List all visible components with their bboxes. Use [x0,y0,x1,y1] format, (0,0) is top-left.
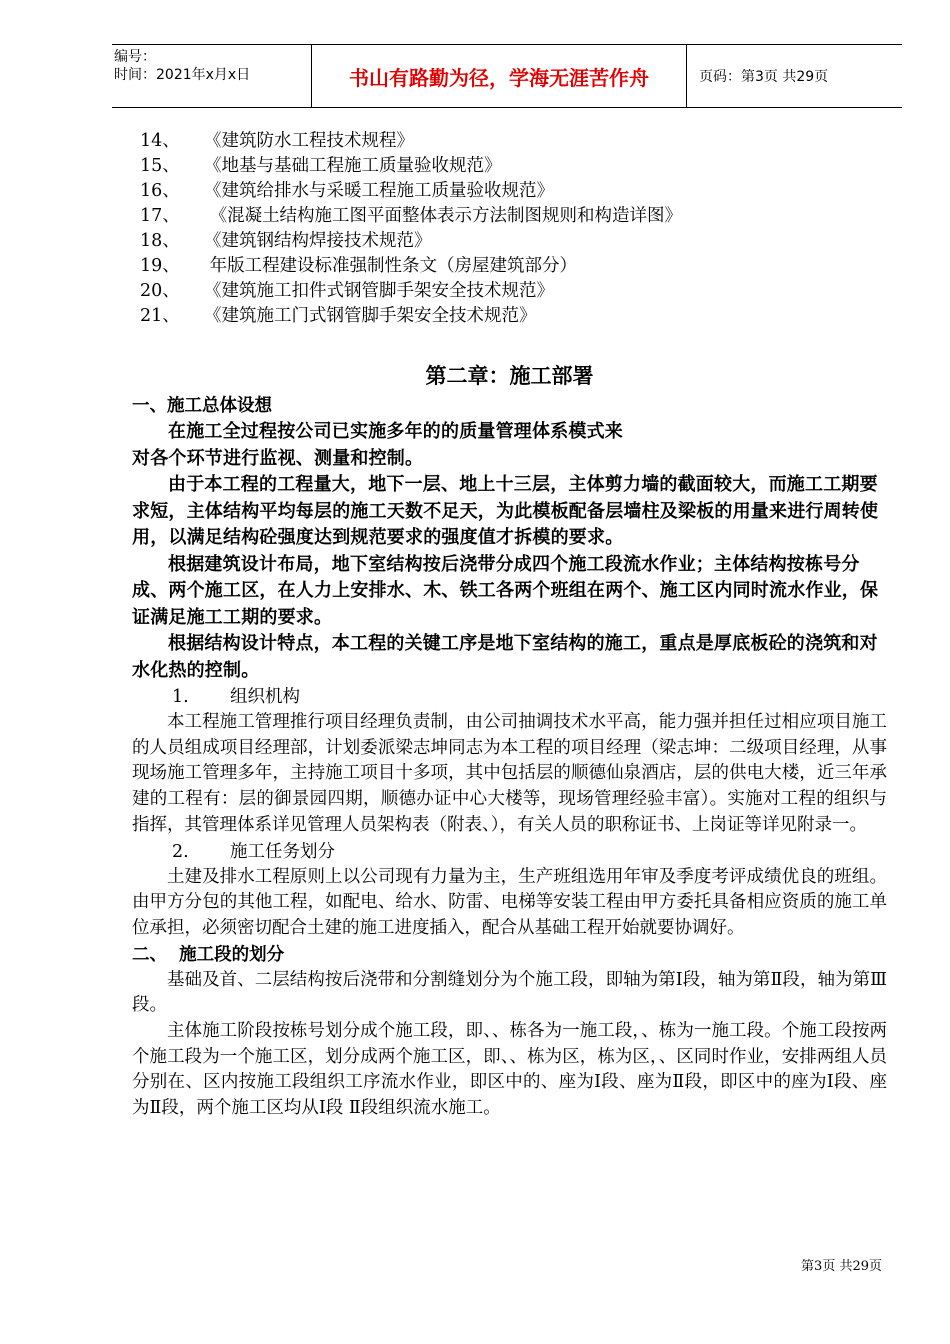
list-text: 《建筑给排水与采暖工程施工质量验收规范》 [204,181,554,201]
subsection-number: 1. [172,687,189,707]
paragraph: 主体施工阶段按栋号划分成个施工段，即、、栋各为一施工段，、栋为一施工段。个施工段按两个施工段为一个施工区，划分成两个施工区，即、、栋为区，栋为区，、区同时作业，安排两组人员分别在、区内按施工段组织工序流水作业，即区中的、座为Ⅰ段、座为Ⅱ段，即区中的座为Ⅰ段、座为Ⅱ段，两个施工区均从Ⅰ段 Ⅱ段组织流水施工。 [132,1021,887,1119]
list-item [132,254,887,279]
paragraph: 土建及排水工程原则上以公司现有力量为主，生产班组选用年审及季度考评成绩优良的班组。由甲方分包的其他工程，如配电、给水、防雷、电梯等安装工程由甲方委托具备相应资质的施工单位承担，必须密切配合土建的施工进度插入，配合从基础工程开始就要协调好。 [132,866,887,938]
doc-time-label: 时间：2021年x月x日 [114,67,251,83]
list-item [132,154,887,179]
list-item [132,179,887,204]
list-number: 20、 [140,281,180,301]
list-item [132,304,887,329]
paragraph: 基础及首、二层结构按后浇带和分割缝划分为个施工段，即轴为第Ⅰ段，轴为第Ⅱ段，轴为第Ⅲ段。 [132,969,887,1016]
paragraph: 对各个环节进行监视、测量和控制。 [132,447,424,469]
list-number: 19、 [140,256,180,276]
list-number: 21、 [140,306,180,326]
list-text: 年版工程建设标准强制性条文（房屋建筑部分） [204,256,578,276]
subsection-title: 施工任务划分 [230,841,335,862]
subsection-heading [132,839,887,865]
doc-code-label: 编号： [114,49,156,65]
list-number: 17、 [140,206,180,226]
header-page-number: 页码：第3页 共29页 [699,69,829,85]
page-header [112,44,902,108]
list-text: 《建筑施工门式钢管脚手架安全技术规范》 [204,306,537,326]
subsection-title: 组织机构 [230,687,300,707]
subsection-number: 2. [172,841,189,862]
list-item [132,204,887,229]
paragraph: 由于本工程的工程量大，地下一层、地上十三层，主体剪力墙的截面较大，而施工工期要求短，主体结构平均每层的施工天数不足天，为此模板配备层墙柱及梁板的用量来进行周转使用，以满足结构砼强度达到规范要求的强度值才拆模的要求。 [132,474,879,548]
list-number: 18、 [140,231,180,251]
paragraph: 根据建筑设计布局，地下室结构按后浇带分成四个施工段流水作业；主体结构按栋号分成、两个施工区，在人力上安排水、木、铁工各两个班组在两个、施工区内同时流水作业，保证满足施工工期的要求。 [132,553,879,628]
list-text: 《建筑钢结构焊接技术规范》 [204,231,432,251]
section-heading: 一、施工总体设想 [132,396,272,416]
list-text: 《地基与基础工程施工质量验收规范》 [204,156,502,176]
list-text: 《建筑施工扣件式钢管脚手架安全技术规范》 [204,281,554,301]
reference-list [132,129,887,329]
paragraph: 在施工全过程按公司已实施多年的的质量管理体系模式来 [168,421,623,442]
subsection-heading [132,684,887,710]
list-item [132,129,887,154]
list-text: 《建筑防水工程技术规程》 [204,131,414,151]
list-item [132,229,887,254]
paragraph: 本工程施工管理推行项目经理负责制，由公司抽调技术水平高，能力强并担任过相应项目施工的人员组成项目经理部，计划委派梁志坤同志为本工程的项目经理（梁志坤：二级项目经理，从事现场施工管理多年，主持施工项目十多项，其中包括层的顺德仙泉酒店，层的供电大楼，近三年承建的工程有：层的御景园四期，顺德办证中心大楼等，现场管理经验丰富）。实施对工程的组织与指挥，其管理体系详见管理人员架构表（附表、），有关人员的职称证书、上岗证等详见附录一。 [132,712,887,835]
list-number: 16、 [140,181,180,201]
list-number: 15、 [140,156,180,176]
list-item [132,279,887,304]
page-footer: 第3页 共29页 [801,1259,882,1274]
document-body [132,129,887,1122]
list-text: 《混凝土结构施工图平面整体表示方法制图规则和构造详图》 [204,206,683,226]
header-motto: 书山有路勤为径，学海无涯苦作舟 [312,45,687,107]
paragraph: 根据结构设计特点，本工程的关键工序是地下室结构的施工，重点是厚底板砼的浇筑和对水化热的控制。 [132,633,878,681]
chapter-title: 第二章：施工部署 [425,363,594,388]
list-number: 14、 [140,131,180,151]
section-heading: 二、 施工段的划分 [132,944,285,965]
header-meta [112,45,312,107]
